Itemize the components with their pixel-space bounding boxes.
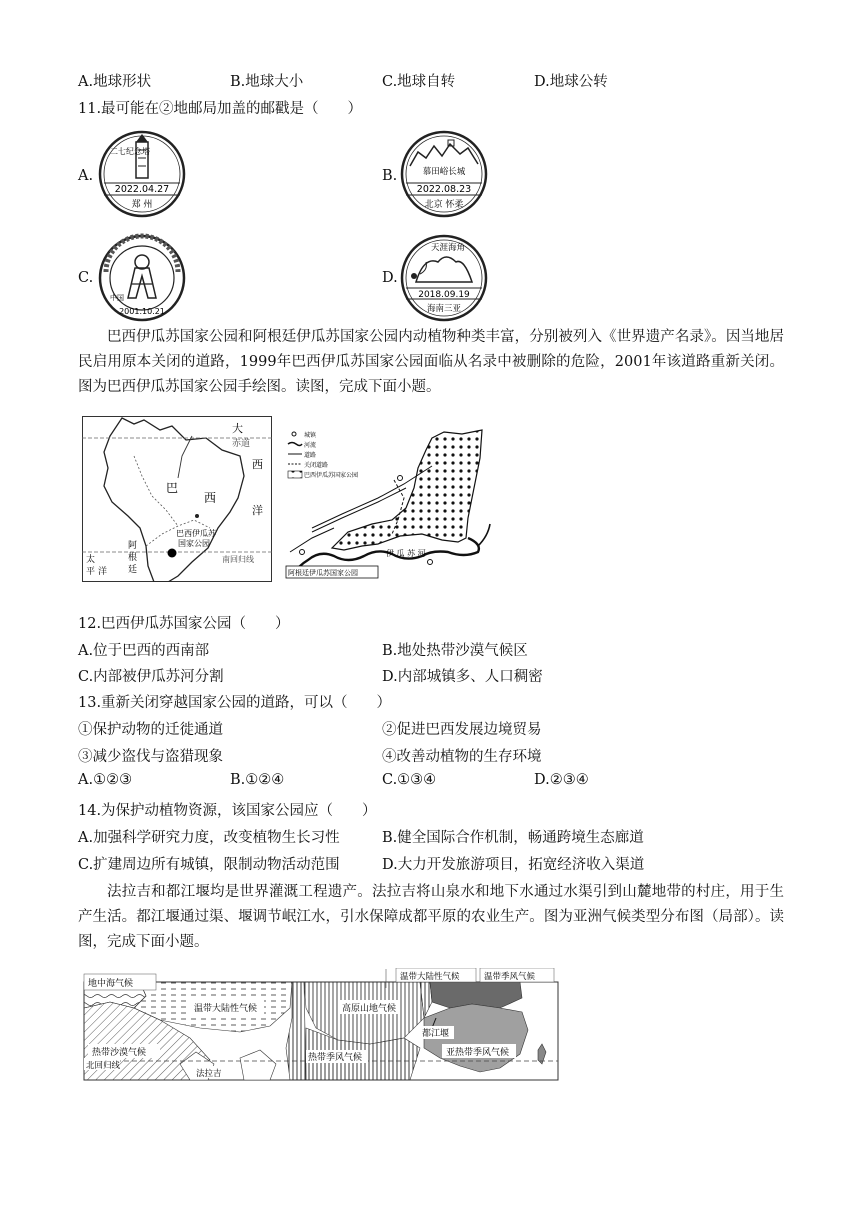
q10-option-b: B.地球大小 <box>230 74 304 90</box>
map1-label-tropic: 南回归线 <box>222 555 254 564</box>
legend-park: 巴西伊瓜苏国家公园 <box>304 472 359 479</box>
q13-item-1: ①保护动物的迁徙通道 <box>78 722 223 738</box>
postmark-c-place: 中国 <box>110 294 124 302</box>
q12-option-d: D.内部城镇多、人口稠密 <box>382 669 543 685</box>
q12-option-a: A.位于巴西的西南部 <box>78 643 210 659</box>
map3-label-tmon: 温带季风气候 <box>484 972 536 982</box>
q13-stem: 13.重新关闭穿越国家公园的道路，可以（ ） <box>78 695 392 711</box>
q11-label-c: C. <box>78 270 94 286</box>
map3-label-plateau: 高原山地气候 <box>342 1004 397 1014</box>
postmark-b-date: 2022.08.23 <box>416 184 472 195</box>
map1-label-ping: 平 <box>86 567 96 577</box>
postmark-a-date: 2022.04.27 <box>114 184 170 195</box>
postmark-a-title: 二七纪念塔 <box>110 147 150 156</box>
legend-town: 城镇 <box>304 432 317 439</box>
legend-river: 河流 <box>304 442 317 449</box>
q13-item-2: ②促进巴西发展边境贸易 <box>382 722 542 738</box>
q13-option-b: B.①②④ <box>230 772 285 788</box>
map2-river-label: 伊 瓜 苏 河 <box>386 549 426 558</box>
postmark-a-place: 郑 州 <box>131 200 153 210</box>
q10-option-d: D.地球公转 <box>534 74 608 90</box>
map1-label-da: 大 <box>232 422 243 435</box>
map1-label-yang: 洋 <box>252 504 263 517</box>
map3-label-dujiang: 都江堰 <box>422 1029 450 1039</box>
map1-label-xi: 西 <box>252 458 263 471</box>
iguazu-park-map <box>282 428 494 580</box>
map3-label-subtrop: 亚热带季风气候 <box>446 1048 510 1058</box>
map1-label-park2: 国家公园 <box>178 539 210 548</box>
q12-stem: 12.巴西伊瓜苏国家公园（ ） <box>78 616 290 632</box>
q11-stem: 11.最可能在②地邮局加盖的邮戳是（ ） <box>78 101 363 117</box>
q11-label-b: B. <box>382 168 398 184</box>
map1-label-tai: 太 <box>86 555 96 565</box>
q14-stem: 14.为保护动植物资源，该国家公园应（ ） <box>78 803 377 819</box>
map3-label-falaji: 法拉吉 <box>196 1069 222 1079</box>
postmark-d <box>398 232 490 324</box>
map1-label-park1: 巴西伊瓜苏 <box>176 529 216 538</box>
q13-option-d: D.②③④ <box>534 772 589 788</box>
q12-option-c: C.内部被伊瓜苏河分割 <box>78 669 224 685</box>
q13-option-c: C.①③④ <box>382 772 437 788</box>
q11-label-a: A. <box>78 168 94 184</box>
south-america-map <box>82 416 272 582</box>
map3-label-tcont-top: 温带大陆性气候 <box>400 972 460 982</box>
passage-irrigation: 法拉吉和都江堰均是世界灌溉工程遗产。法拉吉将山泉水和地下水通过水渠引到山麓地带的村庄，用于生产生活。都江堰通过渠、堰调节岷江水，引水保障成都平原的农业生产。图为亚洲气候类型分布图（局部）。读图，完成下面小题。 <box>78 884 784 950</box>
postmark-c-date: 2001.10.21 <box>119 307 165 316</box>
q10-option-c: C.地球自转 <box>382 74 456 90</box>
map3-label-tcont: 温带大陆性气候 <box>194 1004 258 1014</box>
map3-label-desert: 热带沙漠气候 <box>92 1048 147 1058</box>
q13-option-a: A.①②③ <box>78 772 133 788</box>
postmark-b-place: 北京 怀柔 <box>424 200 464 210</box>
postmark-b <box>398 128 490 220</box>
map1-label-ba: 巴 <box>166 481 179 495</box>
map1-label-a: 阿 <box>128 541 138 551</box>
q14-option-a: A.加强科学研究力度，改变植物生长习性 <box>78 830 340 846</box>
q13-item-3: ③减少盗伐与盗猎现象 <box>78 749 223 765</box>
map3-label-med: 地中海气候 <box>88 979 134 989</box>
asia-climate-map <box>80 968 562 1084</box>
map1-label-equator: 赤道 <box>232 439 251 449</box>
legend-road: 道路 <box>304 452 317 459</box>
map1-label-ting: 廷 <box>128 565 138 575</box>
map3-label-tropic: 北回归线 <box>86 1061 121 1071</box>
q13-item-4: ④改善动植物的生存环境 <box>382 749 542 765</box>
map1-label-gen: 根 <box>128 553 138 563</box>
postmark-c <box>96 232 188 324</box>
map3-label-trmon: 热带季风气候 <box>308 1053 363 1063</box>
q14-option-c: C.扩建周边所有城镇，限制动物活动范围 <box>78 857 340 873</box>
q12-option-b: B.地处热带沙漠气候区 <box>382 643 528 659</box>
q14-option-d: D.大力开发旅游项目，拓宽经济收入渠道 <box>382 857 645 873</box>
postmark-d-date: 2018.09.19 <box>418 290 470 300</box>
map1-label-yang2: 洋 <box>98 567 108 577</box>
legend-closed-road: 关闭道路 <box>304 462 329 469</box>
postmark-b-title: 慕田峪长城 <box>422 167 466 177</box>
map1-label-xi2: 西 <box>204 491 217 505</box>
postmark-a <box>96 128 188 220</box>
postmark-d-place: 海南三亚 <box>426 304 462 314</box>
q10-option-a: A.地球形状 <box>78 74 152 90</box>
map2-argentina-park: 阿根廷伊瓜苏国家公园 <box>288 569 358 577</box>
q11-label-d: D. <box>382 270 398 286</box>
postmark-d-title: 天涯海角 <box>430 243 466 253</box>
passage-iguazu: 巴西伊瓜苏国家公园和阿根廷伊瓜苏国家公园内动植物种类丰富，分别被列入《世界遗产名录》。因当地居民启用原本关闭的道路，1999年巴西伊瓜苏国家公园面临从名录中被删除的危险，2001年该道路重新关闭。图为巴西伊瓜苏国家公园手绘图。读图，完成下面小题。 <box>78 329 784 395</box>
q14-option-b: B.健全国际合作机制，畅通跨境生态廊道 <box>382 830 644 846</box>
